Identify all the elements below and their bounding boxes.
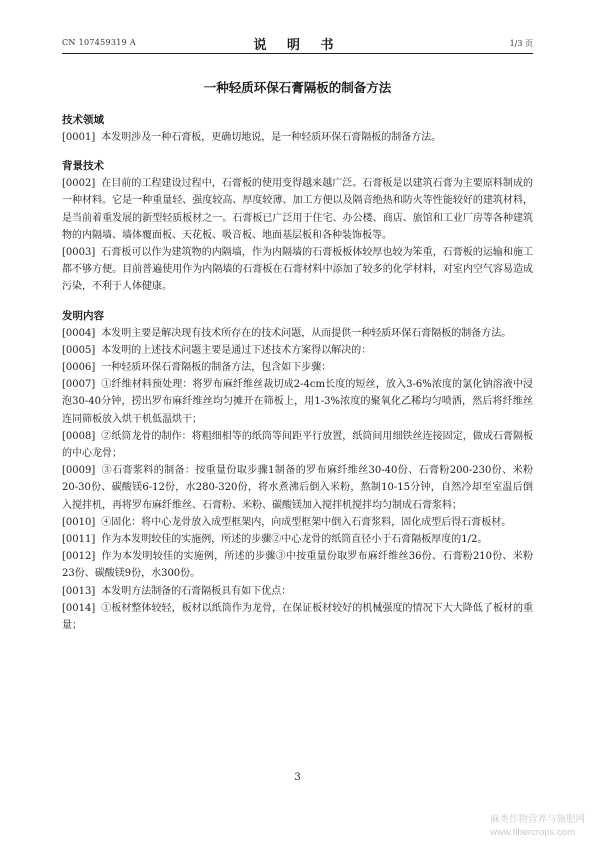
paragraph-text: ②纸筒龙骨的制作：将粗细相等的纸筒等间距平行放置，纸筒间用细铁丝连接固定，做成石膏隔板的中心龙骨；	[62, 430, 533, 460]
paragraph-text: 在目前的工程建设过程中，石膏板的使用变得越来越广泛。石膏板是以建筑石膏为主要原料制成的一种材料。它是一种重量轻、强度较高、厚度较薄、加工方便以及隔音绝热和防火等性能较好的建筑材料，是当前着重发展的新型轻质板材之一。石膏板已广泛用于住宅、办公楼、商店、旅馆和工业厂房等各种建筑物的内隔墙、墙体覆面板、天花板、吸音板、地面基层板和各种装饰板等。	[62, 178, 533, 241]
paragraph-number: [0008]	[62, 430, 96, 442]
paragraph-number: [0005]	[62, 344, 96, 356]
paragraph-text: 一种轻质环保石膏隔板的制备方法，包含如下步骤：	[101, 362, 332, 374]
section-heading: 技术领域	[62, 114, 104, 126]
document-type-title: 说 明 书	[253, 38, 342, 53]
paragraph	[62, 175, 533, 244]
watermark-url: www.fibercrops.com	[489, 827, 575, 838]
watermark-site-name: 麻类作物营养与施肥网	[489, 814, 585, 825]
paragraph-text: ①板材整体较轻，板材以纸筒作为龙骨，在保证板材较好的机械强度的情况下大大降低了板材的重量；	[62, 602, 533, 632]
paragraph-number: [0010]	[62, 516, 96, 528]
paragraph-number: [0004]	[62, 327, 96, 339]
paragraph-number: [0002]	[62, 178, 96, 190]
paragraph	[62, 548, 533, 582]
paragraph-number: [0001]	[62, 132, 96, 143]
section-invention-content	[62, 308, 533, 635]
section-background	[62, 158, 533, 295]
paragraph	[62, 462, 533, 514]
paragraph-number: [0011]	[62, 534, 96, 546]
paragraph-text: 作为本发明较佳的实施例，所述的步骤②中心龙骨的纸筒直径小于石膏隔板厚度的1/2。	[101, 534, 488, 546]
paragraph	[62, 583, 533, 600]
paragraph-number: [0006]	[62, 362, 96, 374]
paragraph-number: [0014]	[62, 602, 96, 614]
patent-number: CN 107459319 A	[62, 38, 136, 47]
document-body	[62, 112, 533, 634]
paragraph	[62, 600, 533, 634]
document-title: 一种轻质环保石膏隔板的制备方法	[203, 80, 392, 95]
paragraph	[62, 531, 533, 548]
paragraph	[62, 376, 533, 428]
paragraph-number: [0012]	[62, 551, 96, 563]
page-number: 3	[294, 772, 301, 783]
section-technical-field	[62, 112, 533, 146]
paragraph-number: [0009]	[62, 465, 96, 477]
paragraph	[62, 342, 533, 359]
paragraph	[62, 325, 533, 342]
paragraph-text: 本发明涉及一种石膏板，更确切地说，是一种轻质环保石膏隔板的制备方法。	[101, 132, 442, 143]
paragraph-number: [0007]	[62, 379, 96, 391]
watermark	[490, 813, 585, 839]
paragraph	[62, 359, 533, 376]
paragraph	[62, 514, 533, 531]
paragraph-text: 本发明主要是解决现有技术所存在的技术问题，从而提供一种轻质环保石膏隔板的制备方法。	[101, 327, 512, 339]
page-indicator: 1/3 页	[509, 39, 533, 48]
section-heading: 背景技术	[62, 160, 104, 173]
paragraph-text: 作为本发明较佳的实施例，所述的步骤③中按重量份取罗布麻纤维丝36份、石膏粉210份、米粉23份、碳酸镁9份，水300份。	[62, 551, 533, 580]
paragraph-text: 石膏板可以作为建筑物的内隔墙，作为内隔墙的石膏板板体较厚也较为笨重，石膏板的运输和施工都不够方便。目前普遍使用作为内隔墙的石膏板在石膏材料中添加了较多的化学材料，对室内空气容易造成污染，不利于人体健康。	[62, 247, 533, 293]
paragraph-number: [0003]	[62, 247, 96, 259]
paragraph-text: 本发明的上述技术问题主要是通过下述技术方案得以解决的：	[101, 344, 372, 356]
paragraph	[62, 129, 533, 146]
paragraph-text: ④固化：将中心龙骨放入成型框架内，向成型框架中倒入石膏浆料，固化成型后得石膏板材。	[101, 516, 512, 528]
paragraph-text: 本发明方法制备的石膏隔板具有如下优点：	[101, 585, 292, 597]
page-header	[62, 34, 533, 53]
section-heading: 发明内容	[62, 309, 104, 322]
paragraph-text: ③石膏浆料的制备：按重量份取步骤1制备的罗布麻纤维丝30-40份、石膏粉200-230份、米粉20-30份、碳酸镁6-12份，水280-320份，将水煮沸后倒入米粉，熬制10-15分钟，自然冷却至室温后倒入搅拌机，再将罗布麻纤维丝、石膏粉、米粉、碳酸镁加入搅拌机搅拌均匀制成石膏浆料；	[62, 465, 533, 511]
paragraph-number: [0013]	[62, 585, 96, 597]
paragraph-text: ①纤维材料预处理：将罗布麻纤维丝裁切成2-4cm长度的短丝，放入3-6%浓度的氯化钠溶液中浸泡30-40分钟，捞出罗布麻纤维丝均匀摊开在筛板上，用1-3%浓度的聚氧化乙稀均匀喷洒，然后将纤维丝连同筛板放入烘干机低温烘干；	[62, 379, 533, 425]
header-rule	[62, 53, 533, 54]
paragraph	[62, 244, 533, 296]
paragraph	[62, 428, 533, 462]
